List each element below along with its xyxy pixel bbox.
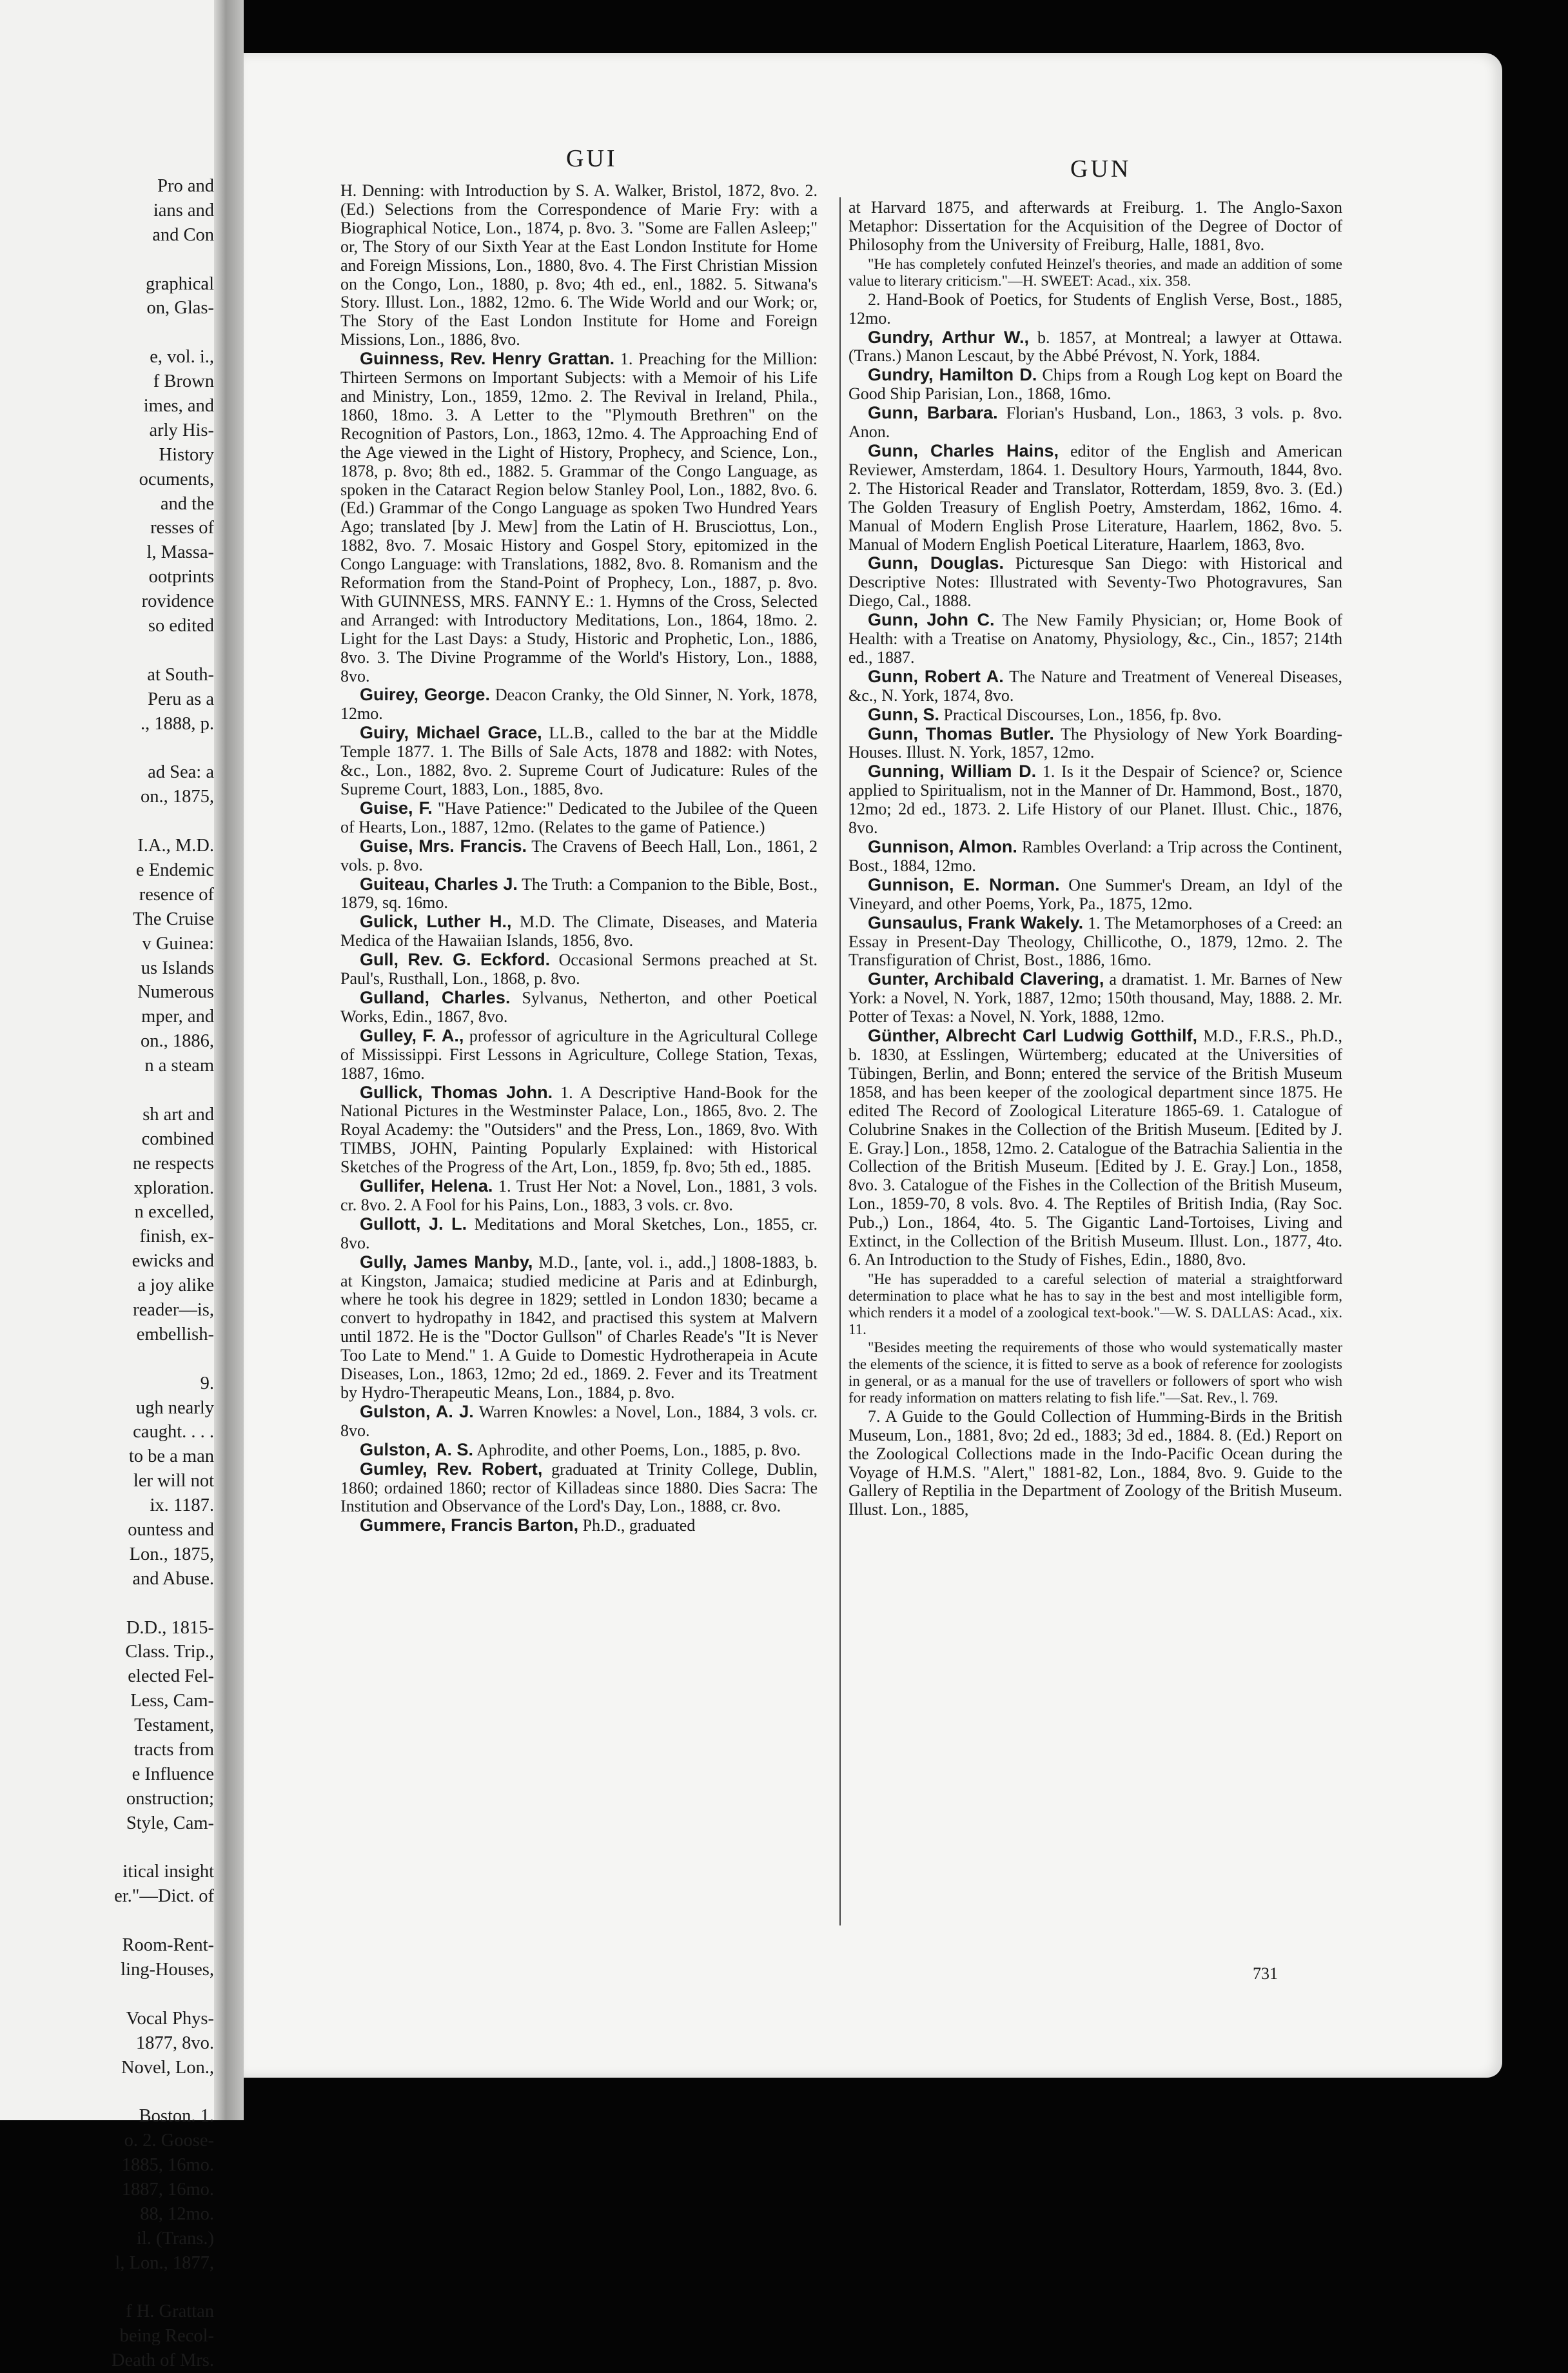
- fragment-line: at South-: [147, 664, 214, 685]
- entry-text: Practical Discourses, Lon., 1856, fp. 8vo.: [939, 705, 1222, 724]
- fragment-line: [0, 736, 214, 760]
- entry-text: 1. Is it the Despair of Science? or, Science applied to Spiritualism, not in the Manner of Dr. Hammond, Bost., 1870, 12mo; 2d ed., 1873. 2. Life History of our Planet. Illust. Chic., 1876, 8vo.: [848, 762, 1342, 838]
- entry-text: 1. The Metamorphoses of a Creed: an Essay in Present-Day Theology, Chillicothe, O., 1879, 12mo. 2. The Transfiguration of Christ, Bost., 1886, 16mo.: [848, 913, 1342, 970]
- entry-text: The Cravens of Beech Hall, Lon., 1861, 2 vols. p. 8vo.: [340, 836, 818, 874]
- fragment-line: ocuments,: [139, 469, 214, 489]
- fragment-line: ne respects: [133, 1153, 214, 1174]
- dictionary-entry: [848, 611, 1342, 667]
- dictionary-entry: [340, 350, 818, 685]
- dictionary-entry: [340, 1403, 818, 1441]
- entry-text: Sylvanus, Netherton, and other Poetical Works, Edin., 1867, 8vo.: [340, 988, 818, 1026]
- entry-text: The Physiology of New York Boarding-Houses. Illust. N. York, 1857, 12mo.: [848, 724, 1342, 762]
- dictionary-entry: [848, 442, 1342, 554]
- entry-text: M.D., F.R.S., Ph.D., b. 1830, at Esslingen, Würtemberg; educated at the Universities of Tübingen, Berlin, and Bonn; entered the service of the British Museum 1858, and has been keeper of the zoological department since 1875. He edited The Record of Zoological Literature 1865-69. 1. Catalogue of Colubrine Snakes in the Collection of the British Museum. [Edited by J. E. Gray.] Lon., 1858, 12mo. 2. Catalogue of the Batrachia Salientia in the Collection of the British Museum. [Edited by J. E. Gray.] Lon., 1858, 8vo. 3. Catalogue of the Fishes in the Collection of the British Museum, Lon., 1859-70, 8 vols. 8vo. 4. The Reptiles of British India, (Ray Soc. Pub.,) Lon., 1864, 4to. 5. The Gigantic Land-Tortoises, Living and Extinct, in the Collection of the British Museum. Illust. Lon., 1877, 4to. 6. An Introduction to the Study of Fishes, Edin., 1880, 8vo.: [848, 1027, 1342, 1269]
- fragment-line: ., 1888, p.: [141, 713, 214, 734]
- fragment-line: e, vol. i.,: [150, 347, 214, 368]
- fragment-line: ewicks and: [132, 1251, 214, 1272]
- fragment-line: resses of: [150, 518, 214, 538]
- fragment-line: 88, 12mo.: [140, 2203, 214, 2224]
- fragment-line: Testament,: [134, 1715, 214, 1736]
- dictionary-entry: [848, 554, 1342, 611]
- entry-text: The Nature and Treatment of Venereal Diseases, &c., N. York, 1874, 8vo.: [848, 667, 1342, 705]
- entry-text: Meditations and Moral Sketches, Lon., 1855, cr. 8vo.: [340, 1214, 818, 1252]
- fragment-line: ugh nearly: [135, 1397, 214, 1418]
- entry-text: Occasional Sermons preached at St. Paul's, Rusthall, Lon., 1868, p. 8vo.: [340, 950, 818, 989]
- dictionary-entry: [340, 182, 818, 350]
- fragment-line: imes, and: [143, 396, 214, 417]
- entry-headword: Gullifer, Helena.: [360, 1176, 493, 1196]
- entry-text: Florian's Husband, Lon., 1863, 3 vols. p. 8vo. Anon.: [848, 404, 1342, 442]
- entry-headword: Gulland, Charles.: [360, 987, 511, 1007]
- entry-quotation: "He has completely confuted Heinzel's theories, and made an addition of some value to literary criticism."—H. SWEET: Acad., xix. 358.: [848, 255, 1342, 289]
- entry-headword: Gunn, Thomas Butler.: [868, 724, 1054, 743]
- fragment-line: 1877, 8vo.: [135, 2033, 214, 2053]
- fragment-line: xploration.: [133, 1177, 214, 1198]
- entry-headword: Gunn, S.: [868, 704, 939, 724]
- fragment-line: on., 1886,: [141, 1031, 214, 1052]
- dictionary-entry: [340, 950, 818, 989]
- entry-text: Ph.D., graduated: [578, 1516, 696, 1535]
- entry-headword: Guiry, Michael Grace,: [360, 723, 542, 743]
- entry-text: 2. Hand-Book of Poetics, for Students of English Verse, Bost., 1885, 12mo.: [848, 290, 1342, 328]
- fragment-line: and Abuse.: [132, 1568, 214, 1589]
- entry-text: Picturesque San Diego: with Historical and Descriptive Notes: Illustrated with Seventy-Two Photogravures, San Diego, Cal., 1888.: [848, 554, 1343, 611]
- entry-headword: Gulley, F. A.,: [360, 1025, 464, 1045]
- page-number: 731: [1253, 1964, 1278, 1983]
- fragment-line: Numerous: [137, 982, 214, 1003]
- dictionary-entry: [340, 724, 818, 799]
- dictionary-entry: [340, 799, 818, 837]
- fragment-line: [0, 248, 214, 272]
- fragment-line: graphical: [145, 273, 214, 294]
- fragment-line: ians and: [153, 200, 214, 221]
- fragment-line: ling-Houses,: [121, 1960, 214, 1980]
- fragment-line: [0, 1836, 214, 1860]
- fragment-line: 1885, 16mo.: [121, 2155, 214, 2176]
- entry-text: a dramatist. 1. Mr. Barnes of New York: a Novel, N. York, 1887, 12mo; 150th thousand, May, 1888. 2. Mr. Potter of Texas: a Novel, N. York, 1888, 12mo.: [848, 970, 1342, 1027]
- fragment-line: reader—is,: [133, 1299, 214, 1320]
- fragment-line: [0, 2276, 214, 2300]
- entry-headword: Gunsaulus, Frank Wakely.: [868, 912, 1084, 932]
- fragment-line: Novel, Lon.,: [121, 2057, 214, 2078]
- fragment-line: e Influence: [132, 1764, 214, 1784]
- fragment-line: sh art and: [142, 1104, 214, 1125]
- entry-headword: Gunn, John C.: [868, 610, 995, 630]
- entry-headword: Guirey, George.: [360, 685, 490, 705]
- dictionary-entry: [340, 1253, 818, 1403]
- fragment-line: Room-Rent-: [122, 1935, 214, 1956]
- fragment-line: [0, 1909, 214, 1933]
- entry-text: Deacon Cranky, the Old Sinner, N. York, 1878, 12mo.: [340, 685, 818, 724]
- dictionary-entry: [848, 328, 1342, 366]
- entry-quotation: "Besides meeting the requirements of those who would systematically master the elements of the science, it is fitted to serve as a book of reference for zoologists in general, or as a manual for the use of travellers or followers of sport who wish for ready information on matters relating to fish life."—Sat. Rev., l. 769.: [848, 1339, 1342, 1406]
- entry-headword: Gunn, Robert A.: [868, 666, 1004, 686]
- previous-page-text: [0, 174, 214, 2373]
- entry-headword: Gully, James Manby,: [360, 1252, 533, 1272]
- fragment-line: Peru as a: [148, 689, 214, 709]
- dictionary-entry: [340, 1441, 818, 1460]
- entry-text: 1. Trust Her Not: a Novel, Lon., 1881, 3 vols. cr. 8vo. 2. A Fool for his Pains, Lon., 1883, 3 vols. cr. 8vo.: [340, 1177, 818, 1214]
- fragment-line: [0, 2080, 214, 2104]
- entry-headword: Gulston, A. S.: [360, 1439, 474, 1459]
- dictionary-entry: [848, 1408, 1342, 1519]
- fragment-line: resence of: [139, 884, 214, 905]
- dictionary-entry: [340, 912, 818, 950]
- running-head-left: GUI: [566, 145, 618, 172]
- entry-text: Warren Knowles: a Novel, Lon., 1884, 3 vols. cr. 8vo.: [340, 1402, 818, 1440]
- right-column: [848, 199, 1342, 1519]
- dictionary-entry: [848, 914, 1342, 970]
- fragment-line: caught. . . .: [133, 1422, 214, 1443]
- fragment-line: combined: [141, 1128, 214, 1149]
- entry-headword: Gulick, Luther H.,: [360, 912, 512, 932]
- fragment-line: I.A., M.D.: [137, 836, 214, 856]
- dictionary-entry: [340, 1516, 818, 1535]
- entry-text: M.D. The Climate, Diseases, and Materia Medica of the Hawaiian Islands, 1856, 8vo.: [340, 912, 818, 950]
- column-divider: [839, 197, 841, 1925]
- dictionary-entry: [340, 1215, 818, 1253]
- entry-text: b. 1857, at Montreal; a lawyer at Ottawa. (Trans.) Manon Lescaut, by the Abbé Prévost, N. York, 1884.: [848, 328, 1342, 366]
- fragment-line: v Guinea:: [142, 933, 214, 954]
- fragment-line: [0, 638, 214, 663]
- fragment-line: embellish-: [136, 1324, 214, 1344]
- fragment-line: a joy alike: [137, 1275, 214, 1296]
- dictionary-entry: [848, 199, 1342, 255]
- entry-headword: Gunning, William D.: [868, 762, 1037, 782]
- entry-headword: Gunnison, Almon.: [868, 837, 1017, 856]
- entry-text: 1. Preaching for the Million: Thirteen Sermons on Important Subjects: with a Memoir of his Life and Ministry, Lon., 1859, 12mo. 2. The Revival in Ireland, Phila., 1860, 18mo. 3. A Letter to the "Plymouth Brethren" on the Recognition of Pastors, Lon., 1863, 12mo. 4. The Approaching End of the Age viewed in the Light of History, Prophecy, and Science, Lon., 1878, p. 8vo; 8th ed., 1882. 5. Grammar of the Congo Language, as spoken in the Cataract Region below Stanley Pool, Lon., 1882, 8vo. 6. (Ed.) Grammar of the Congo Language as spoken Two Hundred Years Ago; translated [by J. Mew] from the Latin of H. Brusciottus, Lon., 1882, 8vo. 7. Mosaic History and Gospel Story, epitomized in the Congo Language: with Translations, 1882, 8vo. 8. Romanism and the Reformation from the Stand-Point of Prophecy, Lon., 1887, p. 8vo. With GUINNESS, MRS. FANNY E.: 1. Hymns of the Cross, Selected and Arranged: with Introductory Meditations, Lon., 1864, 18mo. 2. Light for the Last Days: a Study, Historic and Prophetic, Lon., 1886, 8vo. 3. The Divine Programme of the World's History, Lon., 1888, 8vo.: [340, 350, 818, 685]
- fragment-line: elected Fel-: [128, 1666, 214, 1687]
- fragment-line: tracts from: [133, 1740, 214, 1760]
- fragment-line: on, Glas-: [146, 298, 214, 319]
- entry-text: "Have Patience:" Dedicated to the Jubilee of the Queen of Hearts, Lon., 1887, 12mo. (Relates to the game of Patience.): [340, 798, 818, 836]
- dictionary-entry: [848, 762, 1342, 838]
- fragment-line: and Con: [152, 224, 214, 245]
- entry-headword: Gulston, A. J.: [360, 1401, 474, 1421]
- fragment-line: being Recol-: [119, 2326, 214, 2347]
- fragment-line: ad Sea: a: [148, 762, 214, 783]
- fragment-line: 9.: [200, 1373, 214, 1393]
- entry-headword: Gundry, Arthur W.,: [868, 327, 1030, 347]
- fragment-line: ountess and: [128, 1519, 214, 1540]
- fragment-line: Style, Cam-: [126, 1813, 214, 1833]
- fragment-line: History: [159, 444, 214, 465]
- entry-text: Aphrodite, and other Poems, Lon., 1885, p. 8vo.: [473, 1440, 801, 1459]
- entry-text: 1. A Descriptive Hand-Book for the National Pictures in the Westminster Palace, Lon., 1865, 8vo. 2. The Royal Academy: the "Outsiders" and the Press, Lon., 1869, 8vo. With TIMBS, JOHN, Painting Popularly Explained: with Historical Sketches of the Progress of the Art, Lon., 1859, fp. 8vo; 5th ed., 1885.: [340, 1083, 818, 1177]
- entry-text: graduated at Trinity College, Dublin, 1860; ordained 1860; rector of Killadeas since 1880. Dies Sacra: The Institution and Observance of the Lord's Day, Lon., 1888, cr. 8vo.: [340, 1459, 818, 1516]
- entry-headword: Guise, Mrs. Francis.: [360, 836, 527, 856]
- fragment-line: Vocal Phys-: [126, 2008, 214, 2029]
- fragment-line: [0, 320, 214, 345]
- entry-text: H. Denning: with Introduction by S. A. Walker, Bristol, 1872, 8vo. 2. (Ed.) Selections from the Correspondence of Marie Fry: with a Biographical Notice, Lon., 1874, p. 8vo. 3. "Some are Fallen Asleep;" or, The Story of our Sixth Year at the East London Institute for Home and Foreign Missions, Lon., 1880, 8vo. 4. The First Christian Mission on the Congo, Lon., 1880, p. 8vo; 4th ed., enl., 1882. 5. Sitwana's Story. Illust. Lon., 1882, 12mo. 6. The Wide World and our Work; or, The Story of the East London Institute for Home and Foreign Missions, Lon., 1886, 8vo.: [340, 181, 818, 350]
- entry-headword: Günther, Albrecht Carl Ludwig Gotthilf,: [868, 1026, 1197, 1046]
- fragment-line: Lon., 1875,: [129, 1544, 214, 1564]
- dictionary-entry: [848, 366, 1342, 404]
- dictionary-entry: [848, 705, 1342, 725]
- fragment-line: onstruction;: [126, 1788, 214, 1809]
- fragment-line: er."—Dict. of: [114, 1886, 214, 1907]
- fragment-line: n a steam: [144, 1056, 214, 1076]
- fragment-line: il. (Trans.): [136, 2228, 214, 2249]
- fragment-line: Class. Trip.,: [125, 1642, 214, 1662]
- fragment-line: to be a man: [128, 1446, 214, 1467]
- entry-text: Chips from a Rough Log kept on Board the Good Ship Parisian, Lon., 1868, 16mo.: [848, 366, 1342, 404]
- fragment-line: [0, 809, 214, 834]
- fragment-line: Pro and: [157, 176, 214, 196]
- entry-headword: Gummere, Francis Barton,: [360, 1515, 579, 1535]
- entry-headword: Gundry, Hamilton D.: [868, 365, 1037, 385]
- left-column: [340, 182, 818, 1535]
- entry-headword: Guiteau, Charles J.: [360, 874, 518, 894]
- fragment-line: Boston. 1.: [139, 2106, 214, 2127]
- fragment-line: mper, and: [141, 1007, 214, 1027]
- entry-headword: Guinness, Rev. Henry Grattan.: [360, 349, 615, 369]
- fragment-line: [0, 1982, 214, 2007]
- entry-headword: Gumley, Rev. Robert,: [360, 1459, 543, 1479]
- dictionary-entry: [848, 876, 1342, 914]
- entry-headword: Gunter, Archibald Clavering,: [868, 969, 1104, 989]
- fragment-line: f Brown: [153, 371, 214, 392]
- entry-text: LL.B., called to the bar at the Middle Temple 1877. 1. The Bills of Sale Acts, 1878 and 1882: with Notes, &c., Lon., 1882, 8vo. 2. Supreme Court of Judicature: Rules of the Supreme Court, 1883, Lon., 1885, 8vo.: [340, 724, 818, 798]
- dictionary-entry: [340, 1460, 818, 1517]
- fragment-line: [0, 1078, 214, 1103]
- fragment-line: ootprints: [148, 567, 214, 587]
- fragment-line: on., 1875,: [141, 787, 214, 807]
- entry-text: The Truth: a Companion to the Bible, Bost., 1879, sq. 16mo.: [340, 874, 818, 912]
- entry-text: professor of agriculture in the Agricultural College of Mississippi. First Lessons in Agriculture, College Station, Texas, 1887, 16mo.: [340, 1026, 818, 1083]
- fragment-line: Less, Cam-: [130, 1691, 214, 1711]
- entry-headword: Gunn, Douglas.: [868, 553, 1004, 573]
- dictionary-entry: [848, 404, 1342, 442]
- fragment-line: Death of Mrs.: [111, 2350, 214, 2371]
- dictionary-entry: [848, 1027, 1342, 1270]
- entry-text: editor of the English and American Reviewer, Amsterdam, 1864. 1. Desultory Hours, Yarmouth, 1844, 8vo. 2. The Historical Reader and Translator, Rotterdam, 1859, 8vo. 3. (Ed.) The Golden Treasury of English Poetry, Amsterdam, 1862, 16mo. 4. Manual of Modern English Prose Literature, Haarlem, 1862, 8vo. 5. Manual of Modern English Poetical Literature, Haarlem, 1863, 8vo.: [848, 441, 1342, 554]
- entry-headword: Gullott, J. L.: [360, 1214, 467, 1234]
- fragment-line: arly His-: [149, 420, 214, 440]
- fragment-line: and the: [160, 493, 214, 514]
- fragment-line: n excelled,: [134, 1202, 214, 1223]
- entry-headword: Gunn, Charles Hains,: [868, 440, 1059, 460]
- dictionary-entry: [848, 838, 1342, 876]
- entry-headword: Gullick, Thomas John.: [360, 1082, 553, 1102]
- fragment-line: ix. 1187.: [150, 1495, 214, 1516]
- entry-headword: Gunn, Barbara.: [868, 403, 998, 423]
- entry-headword: Guise, F.: [360, 798, 433, 818]
- dictionary-entry: [848, 667, 1342, 705]
- fragment-line: l, Lon., 1877,: [115, 2252, 214, 2273]
- entry-quotation: "He has superadded to a careful selection of material a straightforward determination to place what he has to say in the best and most intelligible form, which renders it a model of a zoological text-book."—W. S. DALLAS: Acad., xix. 11.: [848, 1270, 1342, 1337]
- entry-text: One Summer's Dream, an Idyl of the Vineyard, and other Poems, York, Pa., 1875, 12mo.: [848, 875, 1343, 913]
- running-head-right: GUN: [1070, 155, 1132, 182]
- entry-text: The New Family Physician; or, Home Book of Health: with a Treatise on Anatomy, Physiology, &c., Cin., 1857; 214th ed., 1887.: [848, 611, 1343, 667]
- fragment-line: finish, ex-: [139, 1226, 214, 1247]
- dictionary-entry: [340, 1177, 818, 1215]
- fragment-line: itical insight: [122, 1862, 214, 1882]
- fragment-line: o. 2. Goose-: [124, 2131, 214, 2151]
- fragment-line: f H. Grattan: [126, 2301, 214, 2322]
- fragment-line: rovidence: [141, 591, 214, 612]
- previous-page-fragment: [0, 0, 214, 2371]
- fragment-line: [0, 1347, 214, 1372]
- fragment-line: ler will not: [133, 1471, 214, 1492]
- dictionary-entry: [340, 989, 818, 1027]
- fragment-line: 1887, 16mo.: [121, 2180, 214, 2200]
- entry-headword: Gunnison, E. Norman.: [868, 874, 1060, 894]
- fragment-line: [0, 1591, 214, 1616]
- entry-text: M.D., [ante, vol. i., add.,] 1808-1883, b. at Kingston, Jamaica; studied medicine at Paris and at Edinburgh, where he took his degree in 1829; settled in London 1830; became a convert to hydropathy in 1842, and practised this system at Malvern until 1872. He is the "Doctor Gullson" of Charles Reade's "It is Never Too Late to Mend." 1. A Guide to Domestic Hydrotherapeia in Acute Diseases, Lon., 1863, 12mo; 2d ed., 1869. 2. Fever and its Treatment by Hydro-Therapeutic Means, Lon., 1884, p. 8vo.: [340, 1252, 818, 1402]
- dictionary-entry: [848, 291, 1342, 328]
- dictionary-entry: [340, 1027, 818, 1083]
- entry-text: at Harvard 1875, and afterwards at Freiburg. 1. The Anglo-Saxon Metaphor: Dissertation for the Acquisition of the Degree of Doctor of Philosophy from the University of Freiburg, Halle, 1881, 8vo.: [848, 198, 1342, 254]
- dictionary-entry: [340, 875, 818, 913]
- book-gutter: [214, 0, 244, 2120]
- entry-headword: Gull, Rev. G. Eckford.: [360, 950, 551, 970]
- fragment-line: us Islands: [141, 958, 214, 978]
- fragment-line: The Cruise: [133, 909, 214, 929]
- fragment-line: l, Massa-: [146, 542, 214, 563]
- entry-text: Rambles Overland: a Trip across the Continent, Bost., 1884, 12mo.: [848, 838, 1342, 875]
- entry-text: 7. A Guide to the Gould Collection of Humming-Birds in the British Museum, Lon., 1881, 8vo; 2d ed., 1883; 3d ed., 1884. 8. (Ed.) Report on the Zoological Collections made in the Indo-Pacific Ocean during the Voyage of H.M.S. "Alert," 1881-82, Lon., 1884, 8vo. 9. Guide to the Gallery of Reptilia in the Department of Zoology of the British Museum. Illust. Lon., 1885,: [848, 1406, 1342, 1519]
- dictionary-entry: [340, 1083, 818, 1177]
- fragment-line: e Endemic: [135, 860, 214, 880]
- dictionary-entry: [848, 970, 1342, 1027]
- dictionary-entry: [340, 685, 818, 724]
- fragment-line: so edited: [148, 616, 214, 636]
- fragment-line: D.D., 1815-: [126, 1617, 214, 1638]
- dictionary-entry: [340, 837, 818, 875]
- dictionary-entry: [848, 725, 1342, 763]
